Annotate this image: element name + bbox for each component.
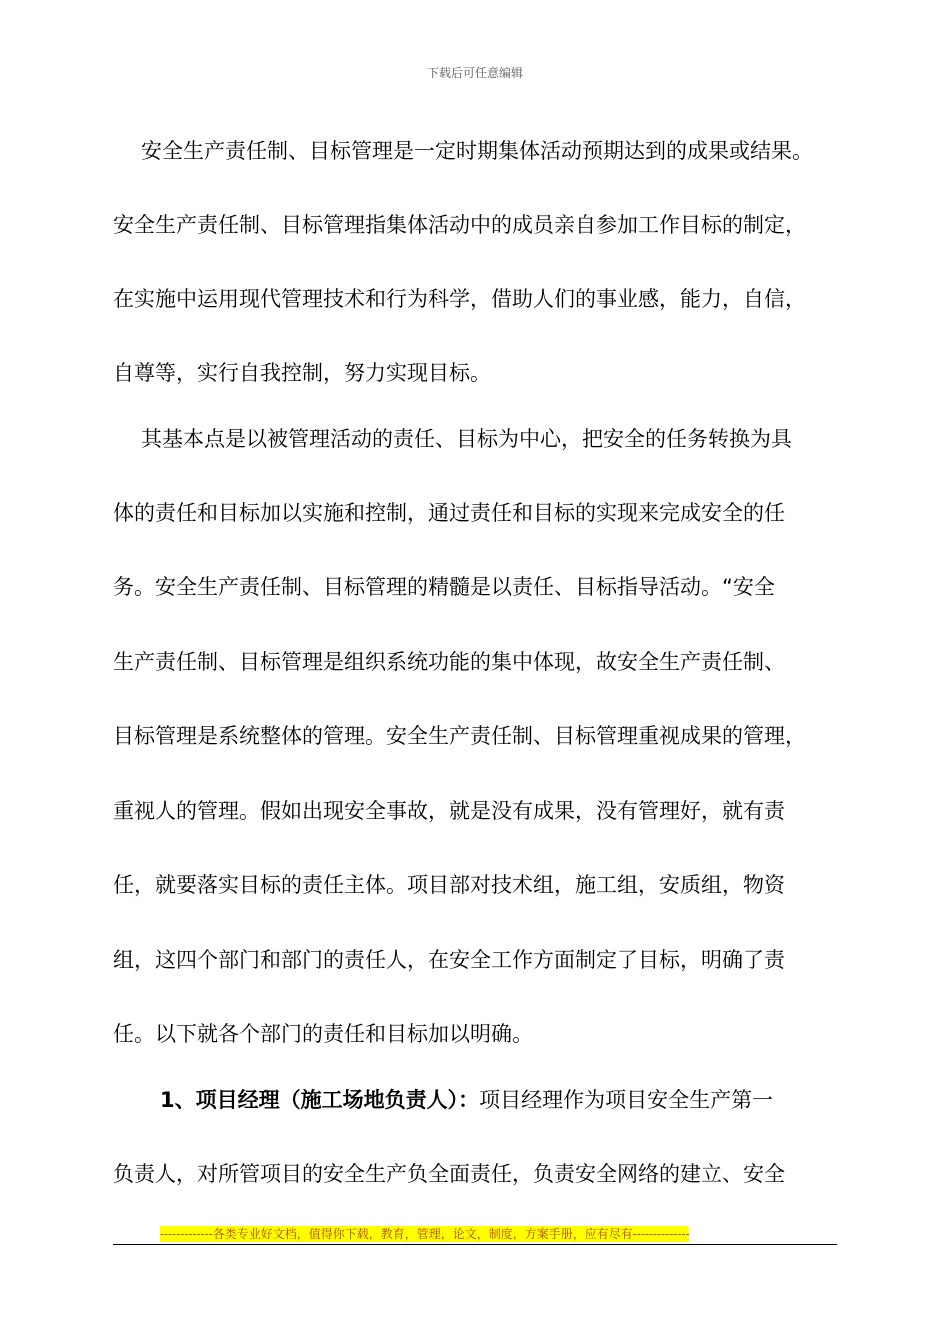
paragraph-line: 安全生产责任制、目标管理指集体活动中的成员亲自参加工作目标的制定， [113, 213, 806, 237]
item-1-text: 项目经理作为项目安全生产第一 [479, 1088, 774, 1112]
paragraph-line: 任。以下就各个部门的责任和目标加以明确。 [113, 1022, 533, 1046]
footer-banner: -------------各类专业好文档，值得你下载，教育，管理，论文，制度，方案手册，应有尽有-------------- [160, 1227, 690, 1241]
paragraph-line: 负责人，对所管项目的安全生产负全面责任，负责安全网络的建立、安全 [113, 1162, 785, 1186]
paragraph-line: 安全生产责任制、目标管理是一定时期集体活动预期达到的成果或结果。 [141, 139, 813, 163]
page-header: 下载后可任意编辑 [426, 66, 523, 80]
paragraph-line: 体的责任和目标加以实施和控制，通过责任和目标的实现来完成安全的任 [113, 501, 785, 525]
paragraph-line: 其基本点是以被管理活动的责任、目标为中心，把安全的任务转换为具 [141, 427, 792, 451]
paragraph-line: 任，就要落实目标的责任主体。项目部对技术组，施工组，安质组，物资 [113, 873, 785, 897]
paragraph-line: 自尊等，实行自我控制，努力实现目标。 [113, 361, 491, 385]
paragraph-line: 生产责任制、目标管理是组织系统功能的集中体现，故安全生产责任制、 [113, 650, 785, 674]
item-1-first-line [160, 1085, 853, 1115]
paragraph-line: 组，这四个部门和部门的责任人，在安全工作方面制定了目标，明确了责 [113, 948, 785, 972]
footer-rule [113, 1244, 837, 1245]
paragraph-line: 务。安全生产责任制、目标管理的精髓是以责任、目标指导活动。“安全 [113, 575, 775, 599]
paragraph-line: 重视人的管理。假如出现安全事故，就是没有成果，没有管理好，就有责 [113, 799, 785, 823]
paragraph-line: 目标管理是系统整体的管理。安全生产责任制、目标管理重视成果的管理， [113, 724, 806, 748]
item-1-heading: 1、项目经理（施工场地负责人）： [160, 1088, 480, 1112]
paragraph-line: 在实施中运用现代管理技术和行为科学，借助人们的事业感，能力，自信， [113, 287, 806, 311]
